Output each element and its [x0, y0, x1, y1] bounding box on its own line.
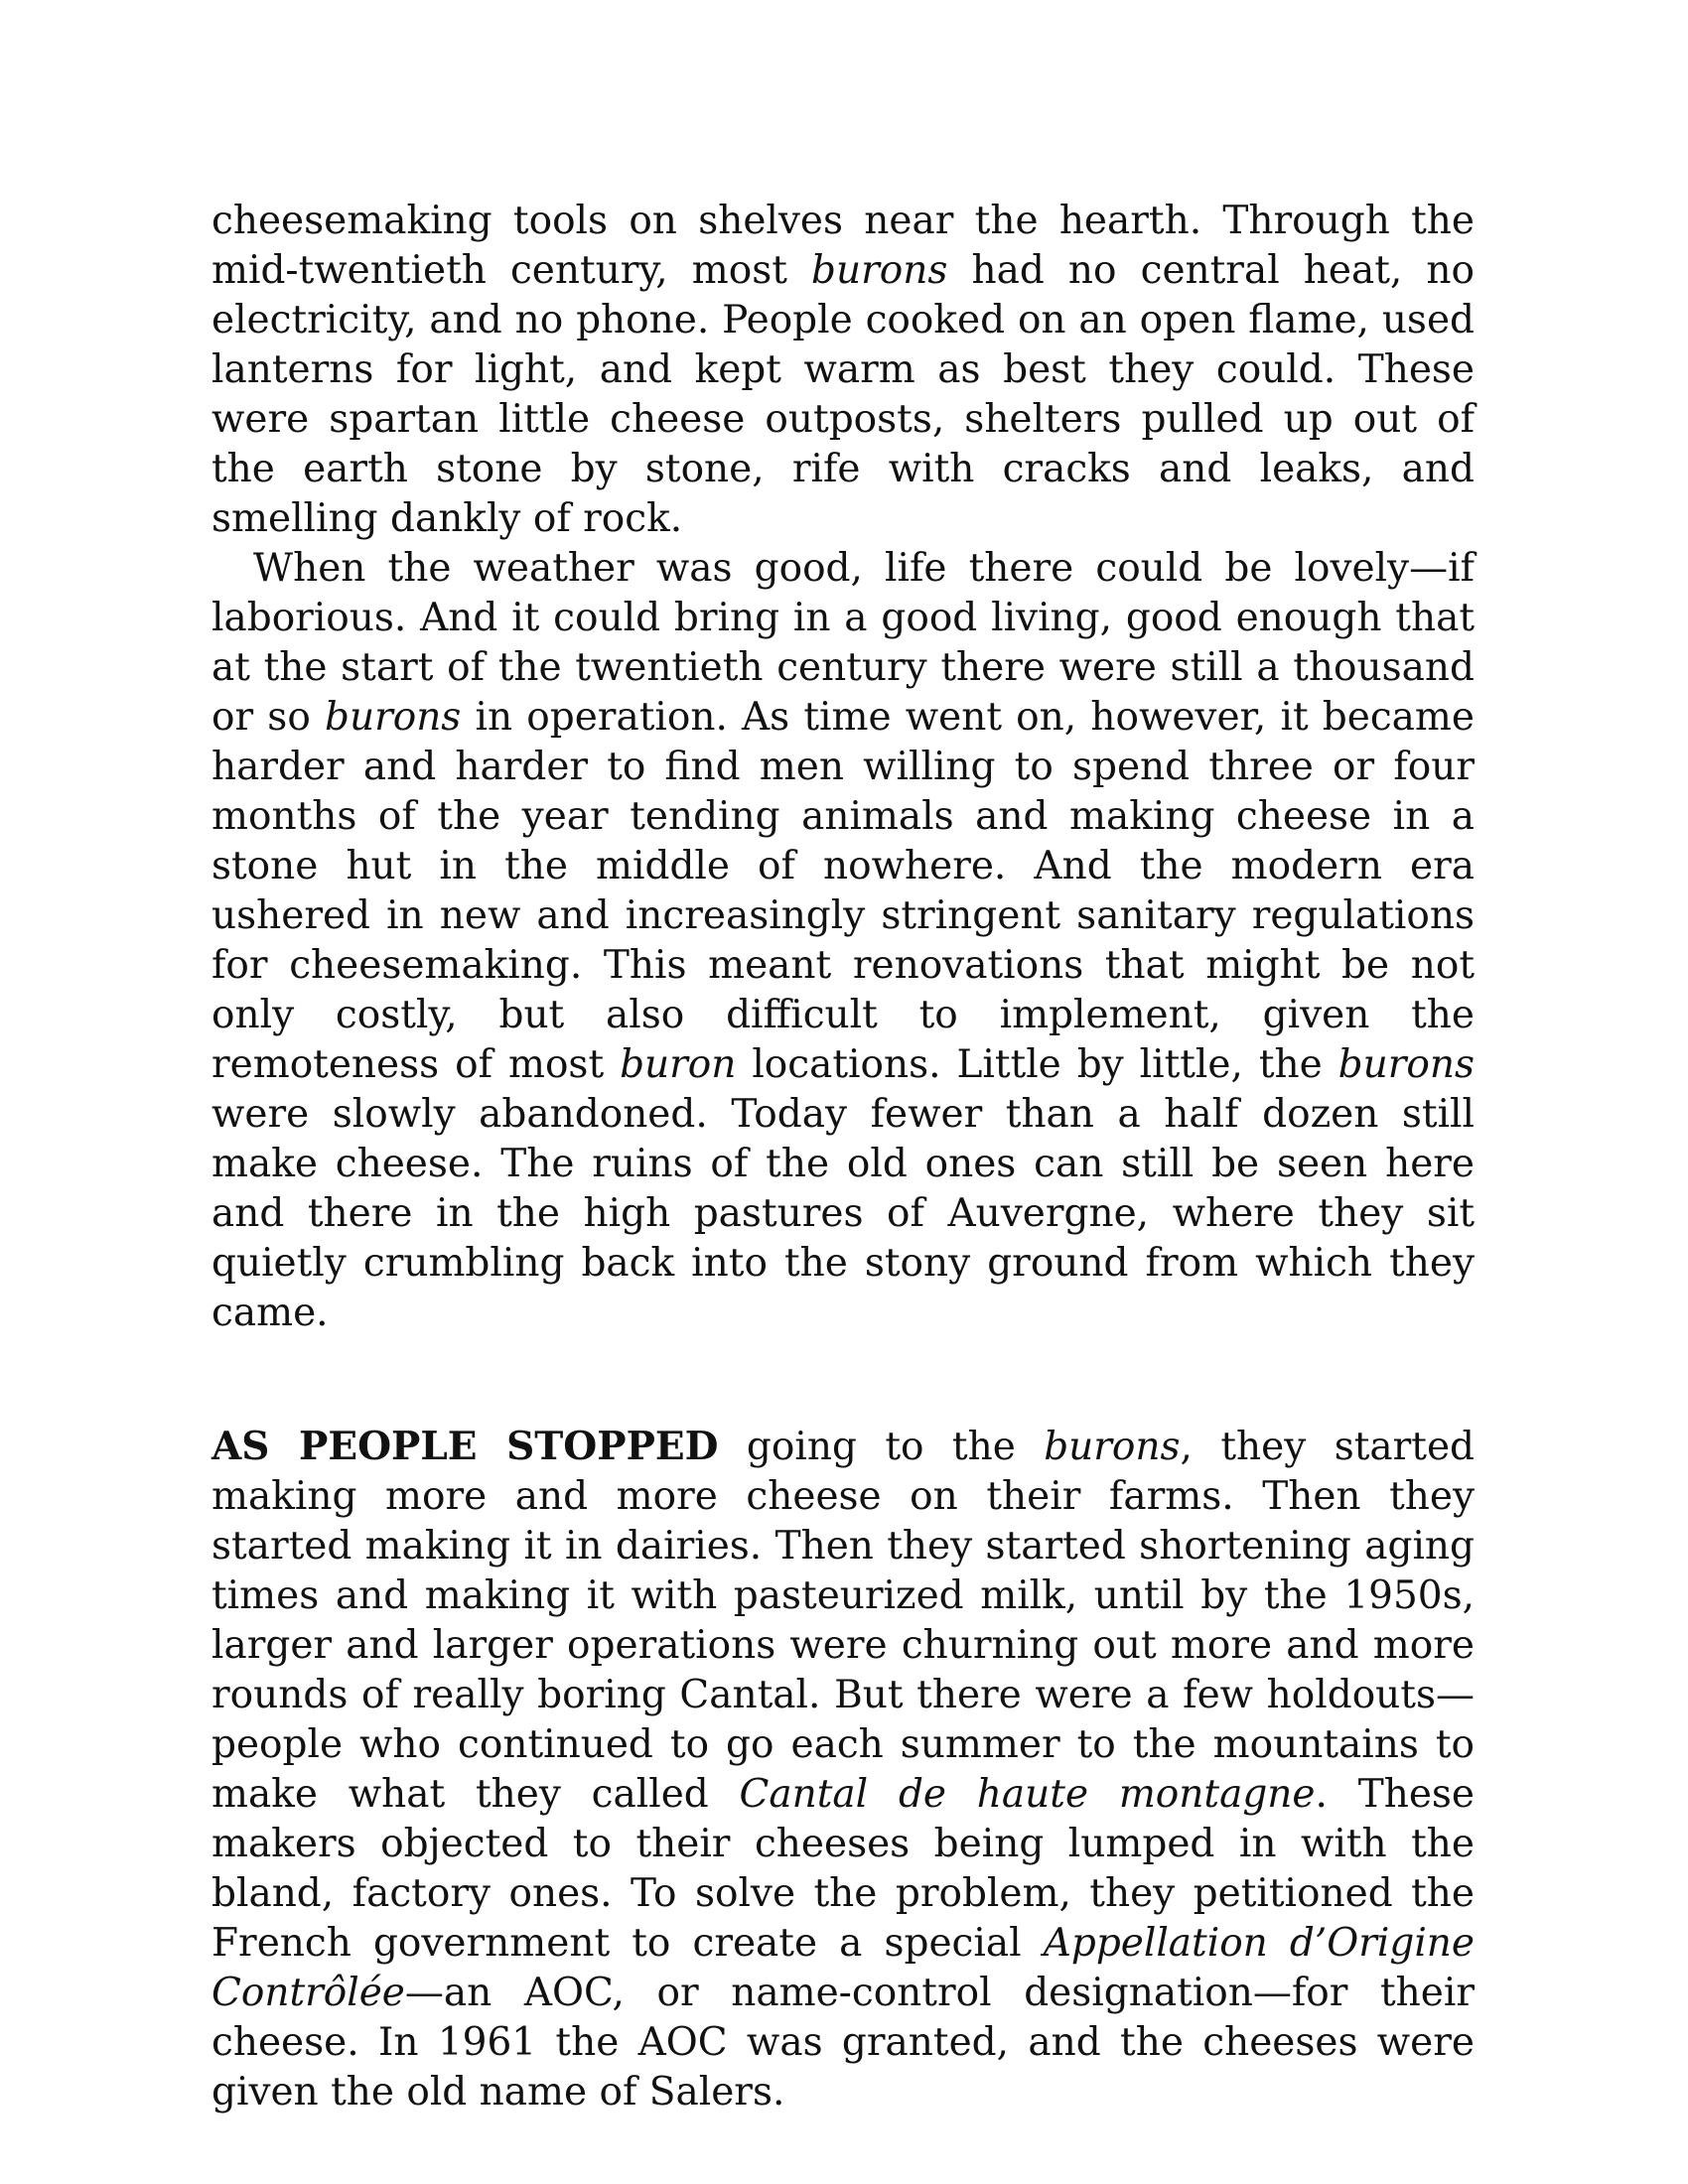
- italic-term: burons: [811, 248, 948, 293]
- text-run: were slowly abandoned. Today fewer than a half dozen still make cheese. The ruins of the old ones can still be seen here and there in the high pastures of Auvergne, where they sit quietly crumbling back into the stony ground from which they came.: [211, 1092, 1475, 1335]
- section-break: [211, 1338, 1475, 1422]
- book-page: [211, 197, 1475, 2117]
- text-run: going to the: [718, 1425, 1045, 1469]
- text-run: . These makers objected to their cheeses being lumped in with the bland, factory ones. To solve the problem, they petitioned the French government to create a special: [211, 1772, 1475, 1966]
- text-run: —an AOC, or name-control designation—for their cheese. In 1961 the AOC was granted, and the cheeses were given the old name of Salers.: [211, 1971, 1475, 2115]
- italic-term: burons: [1337, 1042, 1475, 1087]
- section-lead-in: AS PEOPLE STOPPED: [211, 1424, 719, 1469]
- text-run: When the weather was good, life there could be lovely—if laborious. And it could bring in a good living, good enough that at the start of the twentieth century there were still a thousand or so: [211, 546, 1475, 740]
- italic-term: Cantal de haute montagne: [739, 1772, 1316, 1817]
- paragraph: [211, 1422, 1475, 2117]
- page-body-text: [211, 197, 1475, 2117]
- paragraph: [211, 544, 1475, 1338]
- text-run: , they started making more and more cheese on their farms. Then they started making it in dairies. Then they started shortening aging times and making it with pasteurized milk, until by the 1950s, larger and larger operations were churning out more and more rounds of really boring Cantal. But there were a few holdouts—people who continued to go each summer to the mountains to make what they called: [211, 1425, 1475, 1817]
- italic-term: burons: [324, 695, 462, 740]
- text-run: in operation. As time went on, however, it became harder and harder to find men willing to spend three or four months of the year tending animals and making cheese in a stone hut in the middle of nowhere. And the modern era ushered in new and increasingly stringent sanitary regulations for cheesemaking. This meant renovations that might be not only costly, but also difficult to implement, given the remoteness of most: [211, 695, 1475, 1087]
- text-run: locations. Little by little, the: [736, 1042, 1338, 1087]
- italic-term: Appellation d’Origine Contrôlée: [211, 1921, 1475, 2015]
- text-run: had no central heat, no electricity, and no phone. People cooked on an open flame, used lanterns for light, and kept warm as best they could. These were spartan little cheese outposts, shelters pulled up out of the earth stone by stone, rife with cracks and leaks, and smelling dankly of rock.: [211, 248, 1475, 541]
- paragraph: [211, 197, 1475, 544]
- text-run: cheesemaking tools on shelves near the hearth. Through the mid-twentieth century, most: [211, 199, 1475, 293]
- italic-term: burons: [1044, 1425, 1181, 1469]
- italic-term: buron: [620, 1042, 737, 1087]
